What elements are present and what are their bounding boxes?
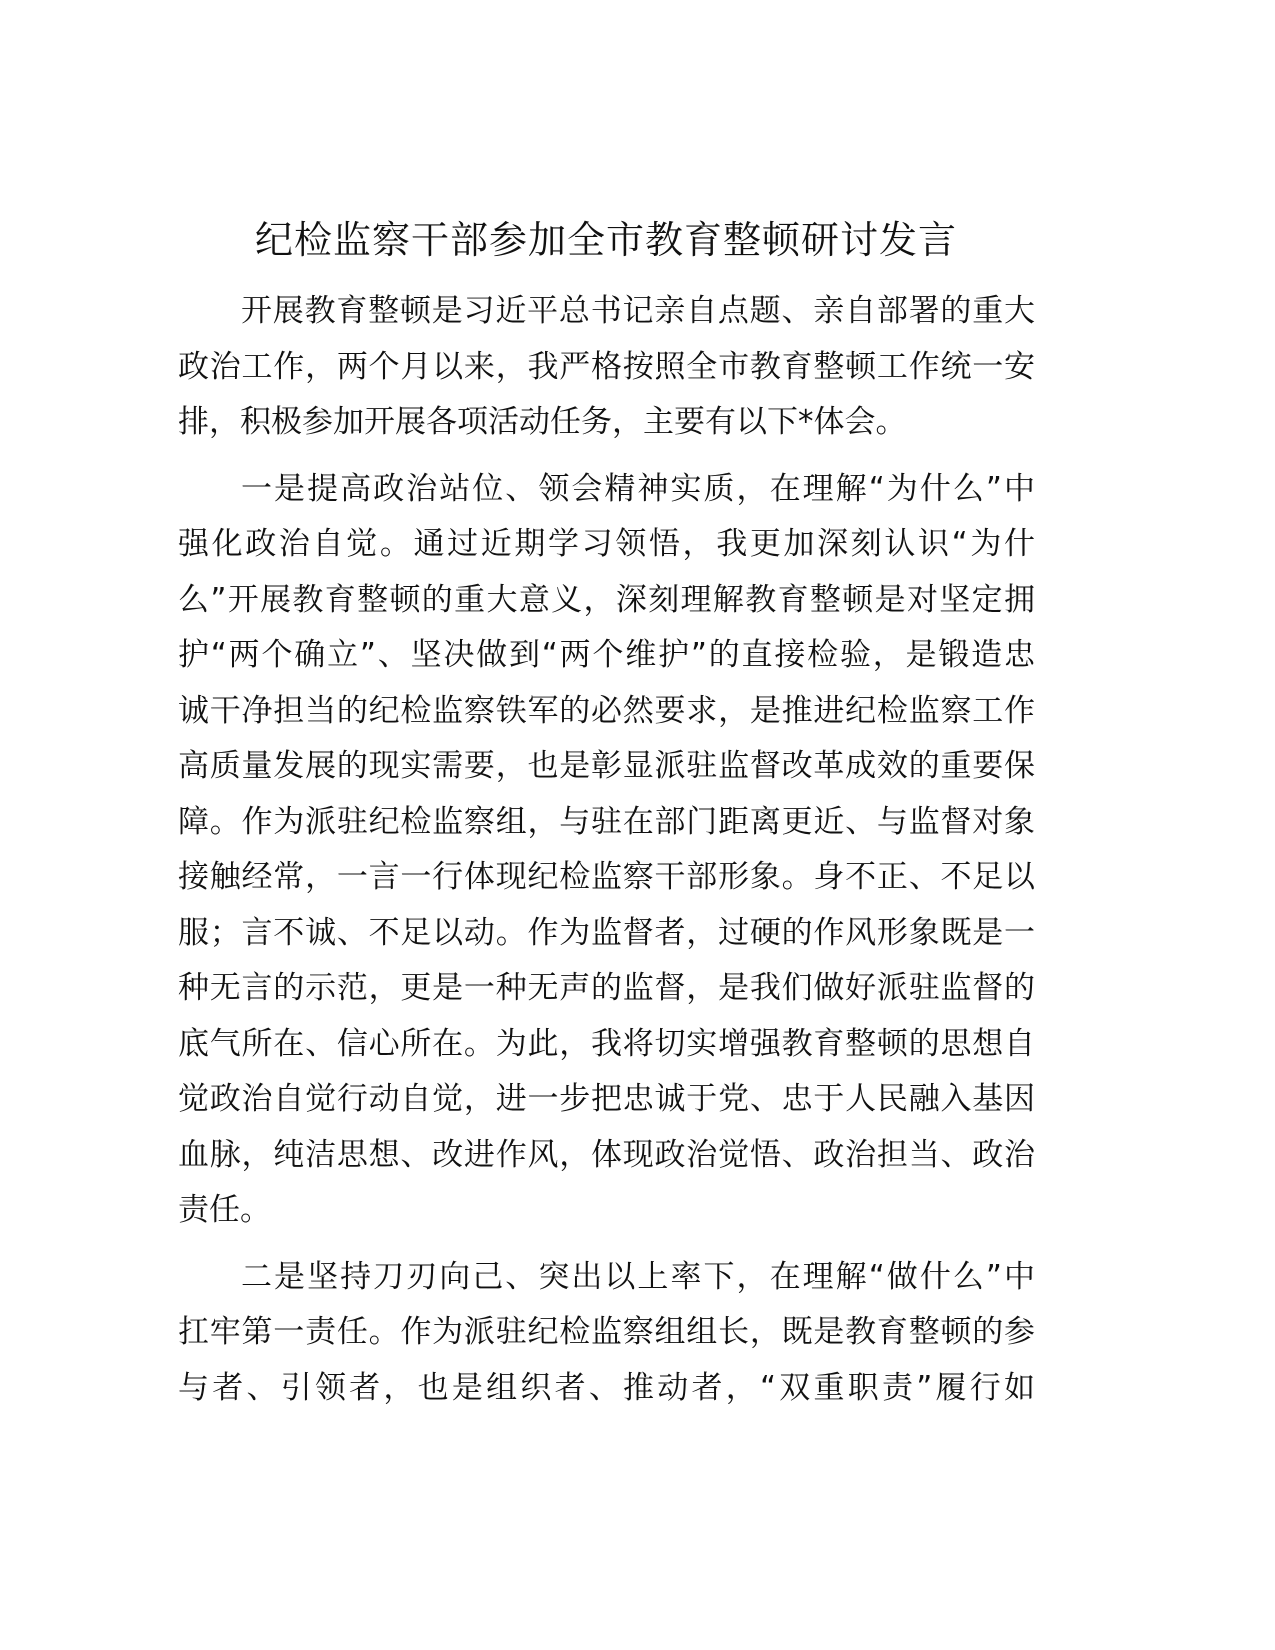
- document-title: 纪检监察干部参加全市教育整顿研讨发言: [254, 218, 957, 262]
- text-line: 政治工作，两个月以来，我严格按照全市教育整顿工作统一安: [178, 348, 1035, 385]
- text-line: 高质量发展的现实需要，也是彰显派驻监督改革成效的重要保: [178, 748, 1035, 784]
- text-line: 觉政治自觉行动自觉，进一步把忠诚于党、忠于人民融入基因: [178, 1081, 1035, 1117]
- text-line: 护“两个确立”、坚决做到“两个维护”的直接检验，是锻造忠: [178, 637, 1035, 673]
- text-line: 么”开展教育整顿的重大意义，深刻理解教育整顿是对坚定拥: [178, 581, 1035, 618]
- text-line: 与者、引领者，也是组织者、推动者，“双重职责”履行如: [178, 1369, 1035, 1406]
- paragraph: [178, 284, 1035, 451]
- text-line: 障。作为派驻纪检监察组，与驻在部门距离更近、与监督对象: [178, 803, 1035, 840]
- paragraph: [178, 462, 1035, 1239]
- text-line: 服；言不诚、不足以动。作为监督者，过硬的作风形象既是一: [178, 914, 1035, 951]
- paragraph: [178, 1250, 1035, 1417]
- text-line: 一是提高政治站位、领会精神实质，在理解“为什么”中: [241, 470, 1035, 507]
- text-line: 扛牢第一责任。作为派驻纪检监察组组长，既是教育整顿的参: [178, 1314, 1035, 1350]
- text-line: 开展教育整顿是习近平总书记亲自点题、亲自部署的重大: [241, 293, 1035, 329]
- text-line: 接触经常，一言一行体现纪检监察干部形象。身不正、不足以: [178, 859, 1035, 895]
- text-line: 二是坚持刀刃向己、突出以上率下，在理解“做什么”中: [241, 1258, 1035, 1295]
- text-line: 排，积极参加开展各项活动任务，主要有以下*体会。: [178, 404, 907, 440]
- text-line: 种无言的示范，更是一种无声的监督，是我们做好派驻监督的: [178, 970, 1035, 1006]
- text-line: 诚干净担当的纪检监察铁军的必然要求，是推进纪检监察工作: [178, 692, 1035, 729]
- document-body: [178, 284, 1035, 1427]
- text-line: 责任。: [178, 1192, 271, 1228]
- text-line: 底气所在、信心所在。为此，我将切实增强教育整顿的思想自: [178, 1025, 1035, 1062]
- text-line: 血脉，纯洁思想、改进作风，体现政治觉悟、政治担当、政治: [178, 1136, 1035, 1173]
- text-line: 强化政治自觉。通过近期学习领悟，我更加深刻认识“为什: [178, 526, 1035, 562]
